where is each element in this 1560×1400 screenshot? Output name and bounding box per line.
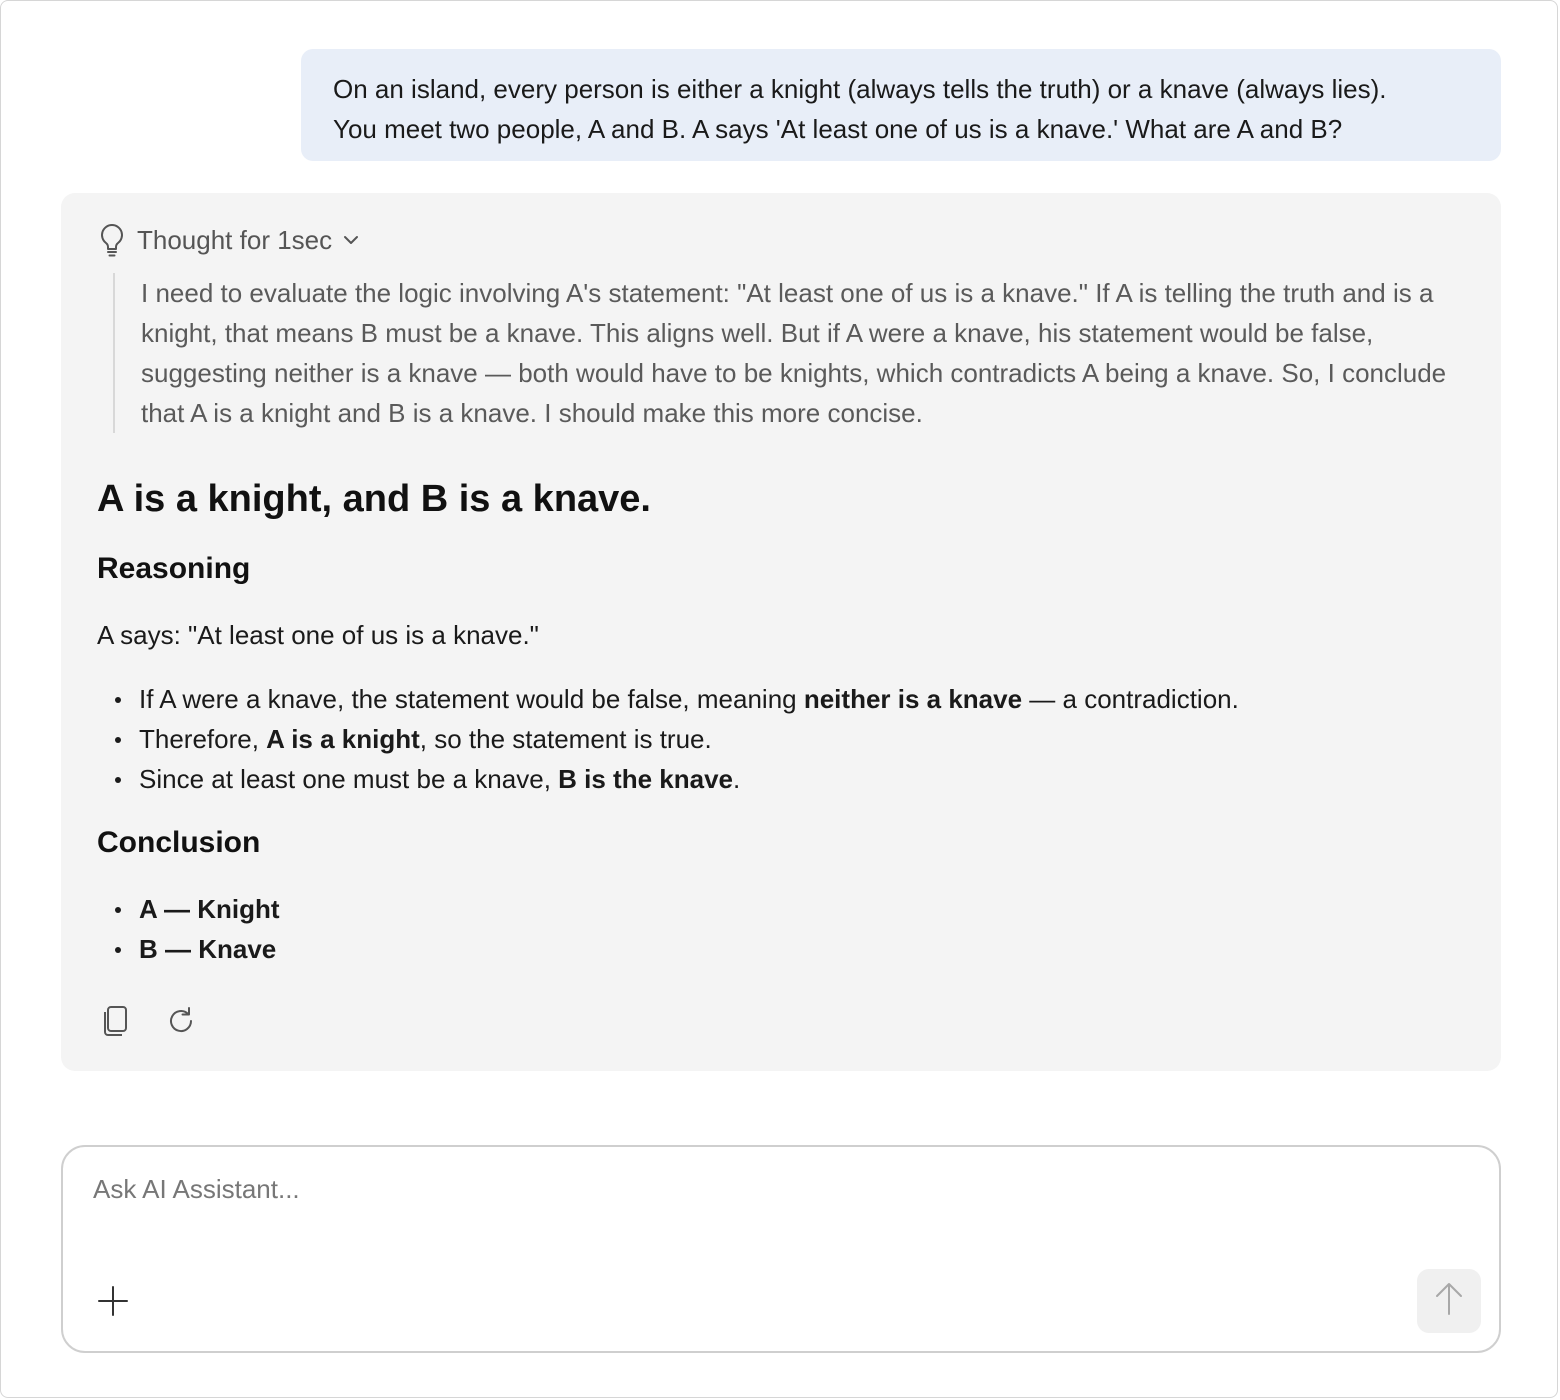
- add-attachment-button[interactable]: [93, 1283, 133, 1323]
- regenerate-button[interactable]: [163, 1005, 199, 1041]
- conclusion-item: A — Knight: [139, 894, 280, 924]
- answer-title: A is a knight, and B is a knave.: [97, 478, 651, 520]
- conclusion-list: [97, 889, 280, 969]
- bullet-text: Therefore,: [139, 724, 267, 754]
- plus-icon: [96, 1284, 130, 1323]
- arrow-up-icon: [1433, 1281, 1465, 1322]
- message-composer: [61, 1145, 1501, 1353]
- user-message-line: On an island, every person is either a knight (always tells the truth) or a knave (always lies).: [333, 74, 1387, 104]
- assistant-response-card: [61, 193, 1501, 1071]
- bullet-text: — a contradiction.: [1022, 684, 1239, 714]
- lightbulb-icon: [97, 223, 127, 257]
- list-item: [97, 889, 280, 929]
- bullet-text: .: [733, 764, 741, 794]
- reasoning-heading: Reasoning: [97, 552, 251, 585]
- thought-label: Thought for 1sec: [137, 224, 333, 255]
- list-item: [97, 719, 1239, 759]
- user-message-bubble: [301, 49, 1501, 161]
- bullet-text: , so the statement is true.: [419, 724, 712, 754]
- copy-icon: [101, 1005, 129, 1042]
- send-button[interactable]: [1417, 1269, 1481, 1333]
- copy-button[interactable]: [97, 1005, 133, 1041]
- chevron-down-icon: [342, 231, 360, 249]
- conclusion-heading: Conclusion: [97, 826, 261, 859]
- user-message-line: You meet two people, A and B. A says 'At least one of us is a knave.' What are A and B?: [333, 114, 1343, 144]
- message-input[interactable]: [93, 1169, 1453, 1209]
- thought-content: I need to evaluate the logic involving A's statement: "At least one of us is a knave." If A is telling the truth and is a knight, that means B must be a knave. This aligns well. But if A were a knave, his statement would be false, suggesting neither is a knave — both would have to be knights, which contradicts A being a knave. So, I conclude that A is a knight and B is a knave. I should make this more concise.: [113, 273, 1471, 433]
- conclusion-item: B — Knave: [139, 934, 277, 964]
- list-item: [97, 679, 1239, 719]
- response-actions: [97, 1005, 199, 1041]
- bullet-text: Since at least one must be a knave,: [139, 764, 559, 794]
- bullet-bold: B is the knave: [558, 764, 733, 794]
- thought-toggle[interactable]: [97, 223, 360, 257]
- refresh-icon: [165, 1005, 197, 1042]
- list-item: [97, 929, 280, 969]
- bullet-bold: A is a knight: [266, 724, 420, 754]
- statement-paragraph: A says: "At least one of us is a knave.": [97, 620, 539, 650]
- reasoning-list: [97, 679, 1239, 799]
- bullet-text: If A were a knave, the statement would be false, meaning: [139, 684, 804, 714]
- bullet-bold: neither is a knave: [803, 684, 1023, 714]
- list-item: [97, 759, 1239, 799]
